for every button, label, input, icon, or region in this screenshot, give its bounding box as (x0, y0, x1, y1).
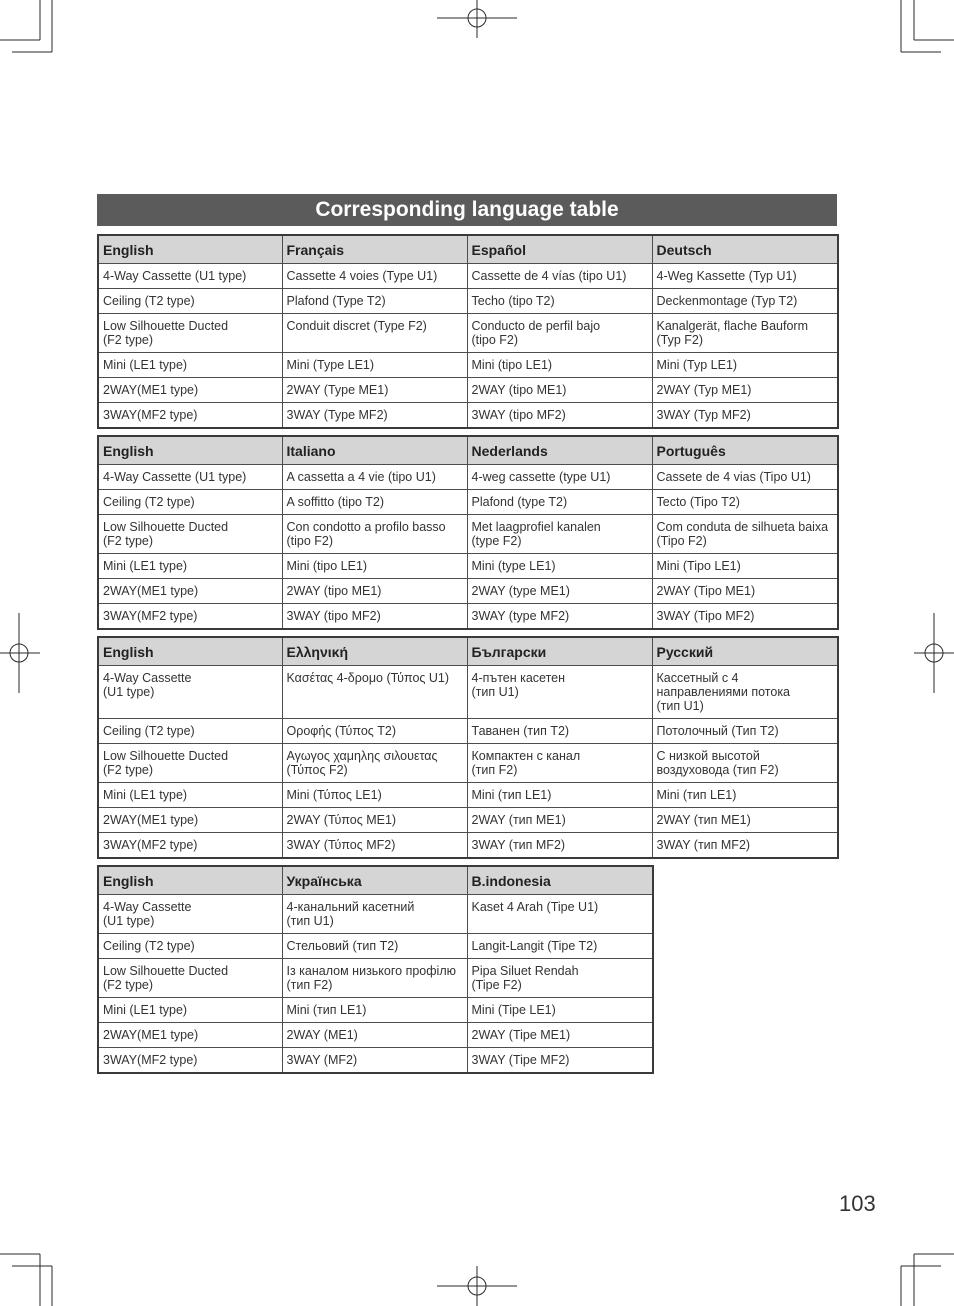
table-cell: 4-weg cassette (type U1) (467, 465, 652, 490)
table-cell: Mini (Tipe LE1) (467, 998, 653, 1023)
table-cell: Із каналом низького профілю (тип F2) (282, 959, 467, 998)
table-row (98, 833, 838, 859)
table-body (98, 465, 838, 630)
table-body (98, 895, 653, 1074)
table-header-row (98, 637, 838, 666)
table-cell: A cassetta a 4 vie (tipo U1) (282, 465, 467, 490)
table-cell: 2WAY(ME1 type) (98, 1023, 282, 1048)
column-header: Italiano (282, 436, 467, 465)
language-table-1 (97, 234, 839, 429)
table-cell: 2WAY (тип ME1) (467, 808, 652, 833)
column-header: Español (467, 235, 652, 264)
table-cell: Таванен (тип T2) (467, 719, 652, 744)
table-row (98, 604, 838, 630)
table-cell: Mini (Type LE1) (282, 353, 467, 378)
table-header-row (98, 866, 653, 895)
table-row (98, 465, 838, 490)
table-cell: Ceiling (T2 type) (98, 934, 282, 959)
table-row (98, 895, 653, 934)
table-cell: 2WAY (type ME1) (467, 579, 652, 604)
table-cell: 2WAY (tipo ME1) (282, 579, 467, 604)
table-cell: 4-пътен касетен (тип U1) (467, 666, 652, 719)
table-cell: Αγωγος χαμηλης σιλουετας (Τύπος F2) (282, 744, 467, 783)
table-cell: Com conduta de silhueta baixa (Tipo F2) (652, 515, 838, 554)
table-cell: 4-Weg Kassette (Typ U1) (652, 264, 838, 289)
table-cell: 3WAY (Τύπος MF2) (282, 833, 467, 859)
table-cell: 3WAY (Tipo MF2) (652, 604, 838, 630)
table-header-row (98, 436, 838, 465)
table-cell: Cassette 4 voies (Type U1) (282, 264, 467, 289)
table-cell: 3WAY (tipo MF2) (282, 604, 467, 630)
table-cell: 3WAY (Type MF2) (282, 403, 467, 429)
table-cell: 3WAY (Tipe MF2) (467, 1048, 653, 1074)
page-number: 103 (839, 1191, 876, 1216)
crop-mark-top-right (901, 0, 954, 52)
table-cell: Pipa Siluet Rendah (Tipe F2) (467, 959, 653, 998)
table-row (98, 959, 653, 998)
table-cell: Ceiling (T2 type) (98, 289, 282, 314)
table-cell: Mini (type LE1) (467, 554, 652, 579)
table-cell: 2WAY(ME1 type) (98, 808, 282, 833)
table-cell: 3WAY (tipo MF2) (467, 403, 652, 429)
table-cell: Ceiling (T2 type) (98, 490, 282, 515)
column-header: English (98, 866, 282, 895)
table-cell: 2WAY (ME1) (282, 1023, 467, 1048)
table-cell: 3WAY(MF2 type) (98, 604, 282, 630)
table-row (98, 378, 838, 403)
table-cell: Кассетный с 4 направлениями потока (тип U1) (652, 666, 838, 719)
table-cell: Mini (Typ LE1) (652, 353, 838, 378)
table-cell: 2WAY(ME1 type) (98, 579, 282, 604)
table-cell: Tecto (Tipo T2) (652, 490, 838, 515)
table-cell: Low Silhouette Ducted (F2 type) (98, 959, 282, 998)
table-row (98, 934, 653, 959)
table-cell: Ceiling (T2 type) (98, 719, 282, 744)
table-cell: 4-Way Cassette (U1 type) (98, 895, 282, 934)
table-cell: 4-канальний касетний (тип U1) (282, 895, 467, 934)
table-cell: Mini (LE1 type) (98, 783, 282, 808)
table-cell: Plafond (Type T2) (282, 289, 467, 314)
table-cell: Компактен с канал (тип F2) (467, 744, 652, 783)
table-row (98, 490, 838, 515)
table-row (98, 515, 838, 554)
registration-mark-left (0, 613, 40, 693)
table-row (98, 579, 838, 604)
table-cell: Low Silhouette Ducted (F2 type) (98, 314, 282, 353)
crop-mark-bottom-left (0, 1254, 52, 1306)
table-header-row (98, 235, 838, 264)
language-table-3 (97, 636, 839, 859)
column-header: English (98, 235, 282, 264)
table-cell: 2WAY (tipo ME1) (467, 378, 652, 403)
crop-mark-bottom-right (901, 1254, 954, 1306)
table-cell: Οροφής (Τύπος T2) (282, 719, 467, 744)
page-title: Corresponding language table (97, 194, 837, 226)
table-cell: Mini (тип LE1) (652, 783, 838, 808)
table-cell: 2WAY (тип ME1) (652, 808, 838, 833)
table-cell: 3WAY (Typ MF2) (652, 403, 838, 429)
table-row (98, 666, 838, 719)
table-cell: Kaset 4 Arah (Tipe U1) (467, 895, 653, 934)
registration-mark-top (437, 0, 517, 38)
table-cell: 2WAY (Type ME1) (282, 378, 467, 403)
table-cell: Con condotto a profilo basso (tipo F2) (282, 515, 467, 554)
table-cell: Techo (tipo T2) (467, 289, 652, 314)
table-cell: 3WAY (тип MF2) (467, 833, 652, 859)
table-cell: 4-Way Cassette (U1 type) (98, 465, 282, 490)
table-cell: Mini (тип LE1) (467, 783, 652, 808)
table-cell: 2WAY (Tipo ME1) (652, 579, 838, 604)
column-header: Русский (652, 637, 838, 666)
table-header (98, 637, 838, 666)
table-cell: 2WAY (Tipe ME1) (467, 1023, 653, 1048)
table-header (98, 235, 838, 264)
table-cell: Cassette de 4 vías (tipo U1) (467, 264, 652, 289)
table-cell: Стельовий (тип T2) (282, 934, 467, 959)
table-cell: Langit-Langit (Tipe T2) (467, 934, 653, 959)
column-header: Українська (282, 866, 467, 895)
table-body (98, 264, 838, 429)
table-body (98, 666, 838, 859)
table-cell: 2WAY (Τύπος ME1) (282, 808, 467, 833)
registration-mark-right (914, 613, 954, 693)
table-cell: Потолочный (Тип T2) (652, 719, 838, 744)
table-row (98, 783, 838, 808)
table-row (98, 554, 838, 579)
language-table-2 (97, 435, 839, 630)
language-table-4 (97, 865, 654, 1074)
table-cell: Cassete de 4 vias (Tipo U1) (652, 465, 838, 490)
column-header: Ελληνική (282, 637, 467, 666)
table-row (98, 289, 838, 314)
table-cell: Met laagprofiel kanalen (type F2) (467, 515, 652, 554)
table-row (98, 264, 838, 289)
table-cell: 3WAY (MF2) (282, 1048, 467, 1074)
table-cell: Mini (Tipo LE1) (652, 554, 838, 579)
table-row (98, 719, 838, 744)
column-header: English (98, 436, 282, 465)
table-cell: 4-Way Cassette (U1 type) (98, 264, 282, 289)
table-cell: Mini (Τύπος LE1) (282, 783, 467, 808)
table-row (98, 1048, 653, 1074)
table-cell: 2WAY (Typ ME1) (652, 378, 838, 403)
table-cell: 4-Way Cassette (U1 type) (98, 666, 282, 719)
table-cell: Kanalgerät, flache Bauform (Typ F2) (652, 314, 838, 353)
table-cell: 3WAY (тип MF2) (652, 833, 838, 859)
table-cell: A soffitto (tipo T2) (282, 490, 467, 515)
table-cell: Deckenmontage (Typ T2) (652, 289, 838, 314)
table-row (98, 998, 653, 1023)
column-header: Français (282, 235, 467, 264)
table-header (98, 866, 653, 895)
table-cell: Conducto de perfil bajo (tipo F2) (467, 314, 652, 353)
table-cell: Plafond (type T2) (467, 490, 652, 515)
table-cell: Mini (LE1 type) (98, 998, 282, 1023)
table-cell: Conduit discret (Type F2) (282, 314, 467, 353)
table-header (98, 436, 838, 465)
table-cell: 3WAY(MF2 type) (98, 403, 282, 429)
table-cell: Κασέτας 4-δρομο (Τύπος U1) (282, 666, 467, 719)
table-cell: Mini (tipo LE1) (467, 353, 652, 378)
table-cell: Low Silhouette Ducted (F2 type) (98, 744, 282, 783)
table-cell: Mini (tipo LE1) (282, 554, 467, 579)
table-row (98, 314, 838, 353)
registration-mark-bottom (437, 1266, 517, 1306)
table-cell: Low Silhouette Ducted (F2 type) (98, 515, 282, 554)
table-cell: Mini (LE1 type) (98, 353, 282, 378)
table-row (98, 1023, 653, 1048)
column-header: Deutsch (652, 235, 838, 264)
column-header: Nederlands (467, 436, 652, 465)
table-cell: 2WAY(ME1 type) (98, 378, 282, 403)
table-row (98, 744, 838, 783)
table-cell: Mini (тип LE1) (282, 998, 467, 1023)
crop-mark-top-left (0, 0, 52, 52)
column-header: Português (652, 436, 838, 465)
table-cell: С низкой высотой воздуховода (тип F2) (652, 744, 838, 783)
column-header: Български (467, 637, 652, 666)
table-row (98, 403, 838, 429)
table-cell: 3WAY (type MF2) (467, 604, 652, 630)
table-cell: 3WAY(MF2 type) (98, 1048, 282, 1074)
table-row (98, 808, 838, 833)
column-header: B.indonesia (467, 866, 653, 895)
table-cell: Mini (LE1 type) (98, 554, 282, 579)
table-row (98, 353, 838, 378)
table-cell: 3WAY(MF2 type) (98, 833, 282, 859)
column-header: English (98, 637, 282, 666)
